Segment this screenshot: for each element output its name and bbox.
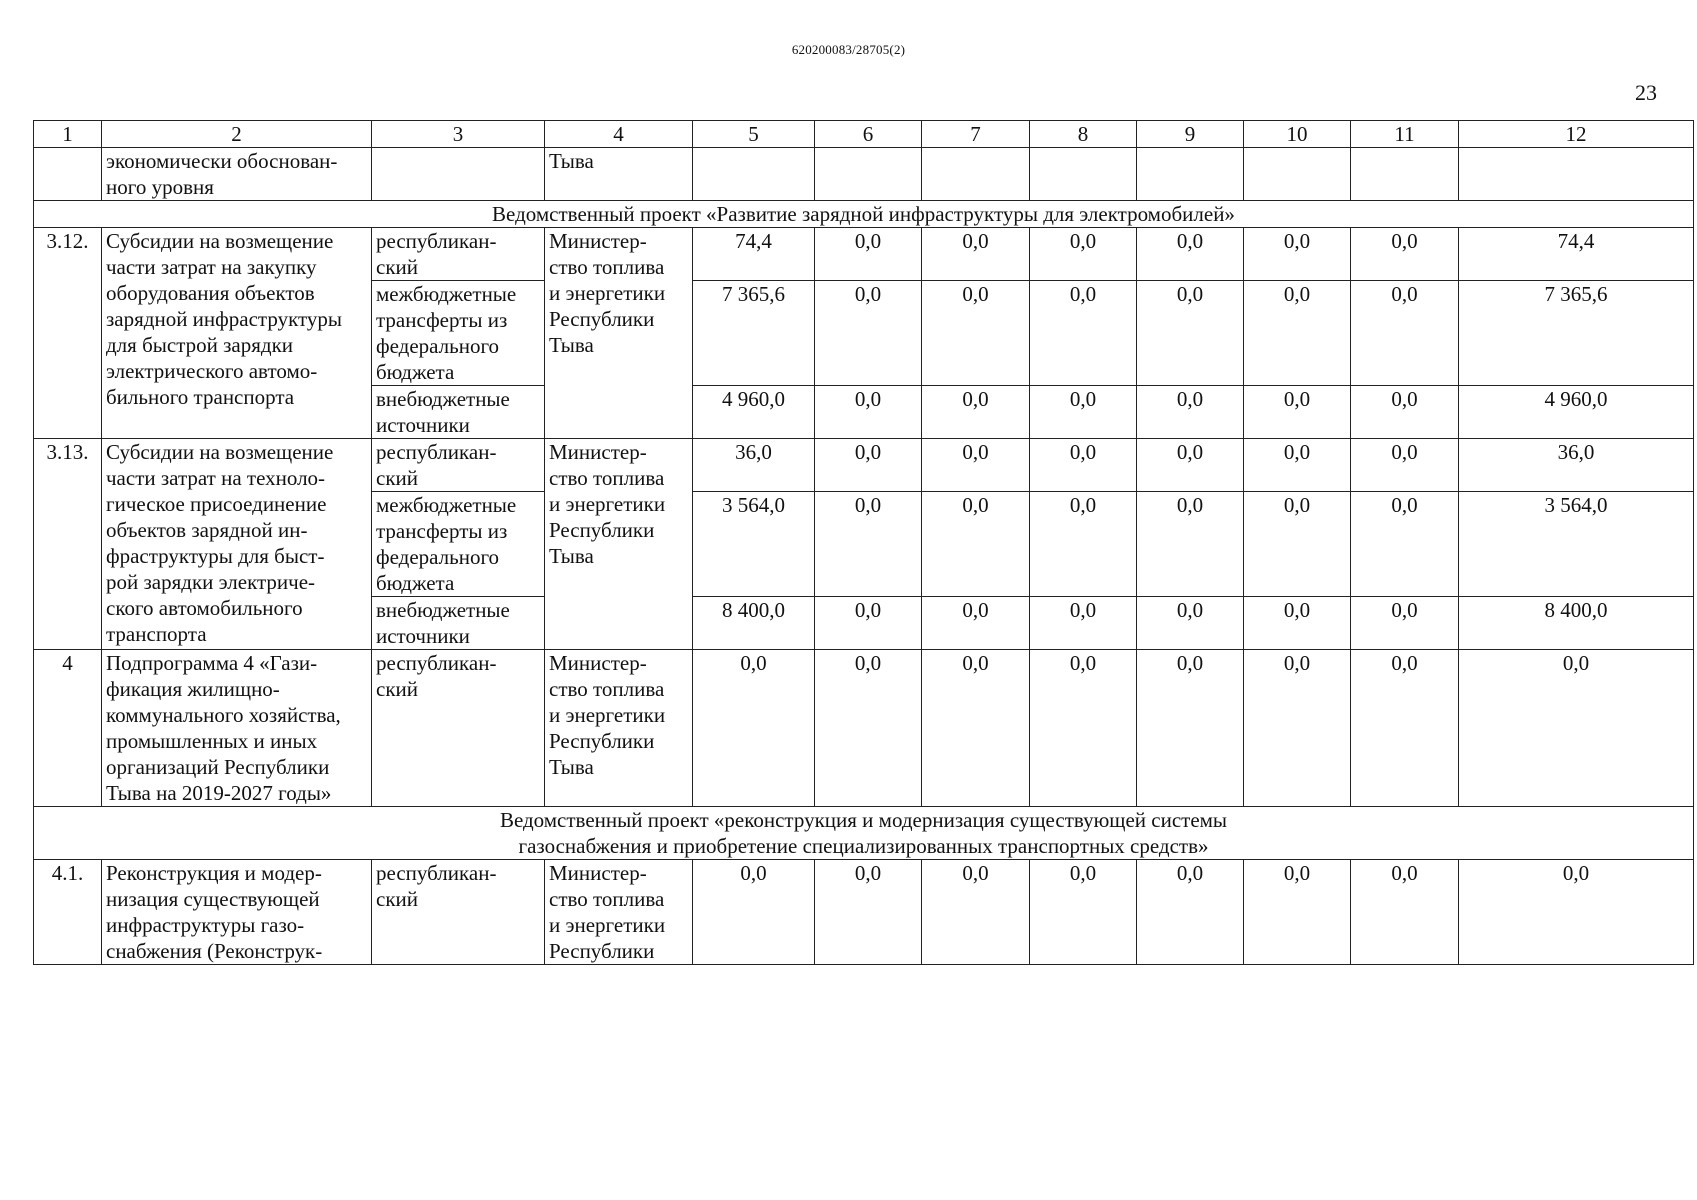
amount-cell: 0,0 — [1137, 860, 1244, 965]
item-name-line: зарядной инфраструктуры — [106, 307, 343, 331]
amount-cell: 0,0 — [1244, 228, 1351, 281]
funding-source-line: республикан- — [376, 229, 497, 253]
executor-line: ство топлива — [549, 255, 665, 279]
amount-cell: 0,0 — [1137, 386, 1244, 439]
funding-source-line: трансферты из — [376, 519, 508, 543]
executor — [545, 650, 693, 807]
amount-cell: 0,0 — [922, 650, 1030, 807]
amount-cell: 0,0 — [815, 492, 922, 597]
item-name-line: бильного транспорта — [106, 385, 295, 409]
funding-source-line: трансферты из — [376, 308, 508, 332]
amount-cell: 74,4 — [1459, 228, 1694, 281]
funding-source — [372, 492, 545, 597]
amount-cell: 0,0 — [1244, 281, 1351, 386]
continuation-row — [34, 148, 1694, 201]
executor-line: и энергетики — [549, 492, 666, 516]
executor — [545, 860, 693, 965]
amount-cell: 4 960,0 — [1459, 386, 1694, 439]
column-number-6: 6 — [815, 121, 922, 148]
amount-cell: 36,0 — [693, 439, 815, 492]
document-id: 620200083/28705(2) — [791, 42, 906, 57]
budget-table — [33, 120, 1694, 965]
funding-source-line: республикан- — [376, 651, 497, 675]
funding-source — [372, 860, 545, 965]
amount-cell: 0,0 — [815, 439, 922, 492]
column-number-7: 7 — [922, 121, 1030, 148]
value-cell — [1030, 148, 1137, 201]
item-name-line: части затрат на закупку — [106, 255, 317, 279]
funding-source-line: межбюджетные — [376, 493, 517, 517]
item-name-line: Подпрограмма 4 «Гази- — [106, 651, 318, 675]
amount-cell: 0,0 — [693, 860, 815, 965]
amount-cell: 74,4 — [693, 228, 815, 281]
section-heading-line: Ведомственный проект «реконструкция и модернизация существующей системы — [499, 808, 1228, 832]
amount-cell: 0,0 — [815, 386, 922, 439]
funding-source-line: республикан- — [376, 440, 497, 464]
item-name-line: Реконструкция и модер- — [106, 861, 322, 885]
item-name — [102, 860, 372, 965]
item-name-line: части затрат на техноло- — [106, 466, 326, 490]
event-name-cell-line: экономически обоснован- — [106, 149, 338, 173]
page-number: 23 — [1635, 80, 1657, 105]
executor-line: и энергетики — [549, 913, 666, 937]
executor — [545, 228, 693, 439]
funding-source — [372, 650, 545, 807]
amount-cell: 7 365,6 — [693, 281, 815, 386]
amount-cell: 0,0 — [1030, 650, 1137, 807]
value-cell — [1137, 148, 1244, 201]
funding-source-line: республикан- — [376, 861, 497, 885]
item-name-line: ского автомобильного — [106, 596, 303, 620]
amount-cell: 0,0 — [693, 650, 815, 807]
item-4-1-row — [34, 860, 1694, 965]
amount-cell: 0,0 — [922, 597, 1030, 650]
column-number-8: 8 — [1030, 121, 1137, 148]
item-name-line: транспорта — [106, 622, 207, 646]
column-number-10: 10 — [1244, 121, 1351, 148]
amount-cell: 0,0 — [1030, 597, 1137, 650]
amount-cell: 4 960,0 — [693, 386, 815, 439]
funding-source-line: бюджета — [376, 571, 455, 595]
amount-cell: 0,0 — [1137, 650, 1244, 807]
item-4-row — [34, 650, 1694, 807]
value-cell — [922, 148, 1030, 201]
item-name-line: гическое присоединение — [106, 492, 327, 516]
value-cell — [1459, 148, 1694, 201]
amount-cell: 0,0 — [1030, 228, 1137, 281]
item-name-line: низация существующей — [106, 887, 320, 911]
funding-source-line: межбюджетные — [376, 282, 517, 306]
item-name — [102, 439, 372, 650]
amount-cell: 0,0 — [815, 281, 922, 386]
item-number: 3.13. — [34, 439, 102, 650]
item-name-line: Субсидии на возмещение — [106, 440, 334, 464]
amount-cell: 0,0 — [922, 439, 1030, 492]
funding-source-line: источники — [376, 624, 470, 648]
executor-line: Республики — [549, 307, 655, 331]
amount-cell: 0,0 — [1137, 492, 1244, 597]
amount-cell: 0,0 — [922, 228, 1030, 281]
funding-source — [372, 281, 545, 386]
amount-cell: 0,0 — [1137, 439, 1244, 492]
item-name-line: фраструктуры для быст- — [106, 544, 325, 568]
source-cell — [372, 148, 545, 201]
executor-line: Министер- — [549, 861, 647, 885]
item-name-line: снабжения (Реконструк- — [106, 939, 323, 963]
item-3-13-row — [34, 439, 1694, 492]
funding-source — [372, 386, 545, 439]
column-number-9: 9 — [1137, 121, 1244, 148]
amount-cell: 8 400,0 — [1459, 597, 1694, 650]
amount-cell: 0,0 — [1137, 228, 1244, 281]
item-name-line: рой зарядки электриче- — [106, 570, 316, 594]
executor-line: Министер- — [549, 229, 647, 253]
executor-line: Тыва — [549, 333, 594, 357]
amount-cell: 0,0 — [1351, 439, 1459, 492]
amount-cell: 0,0 — [1459, 650, 1694, 807]
amount-cell: 3 564,0 — [1459, 492, 1694, 597]
executor-line: и энергетики — [549, 281, 666, 305]
amount-cell: 0,0 — [922, 492, 1030, 597]
section-heading: Ведомственный проект «Развитие зарядной инфраструктуры для электромобилей» — [34, 201, 1694, 228]
executor-line: и энергетики — [549, 703, 666, 727]
event-name-cell — [102, 148, 372, 201]
item-number: 4.1. — [34, 860, 102, 965]
value-cell — [815, 148, 922, 201]
funding-source-line: ский — [376, 887, 418, 911]
executor-line: Тыва — [549, 544, 594, 568]
section-heading-row — [34, 201, 1694, 228]
executor-line: Республики — [549, 518, 655, 542]
value-cell — [693, 148, 815, 201]
funding-source-line: ский — [376, 677, 418, 701]
item-name-line: Тыва на 2019-2027 годы» — [106, 781, 332, 805]
amount-cell: 0,0 — [815, 860, 922, 965]
amount-cell: 0,0 — [1244, 597, 1351, 650]
item-name — [102, 228, 372, 439]
amount-cell: 0,0 — [1351, 281, 1459, 386]
amount-cell: 0,0 — [1351, 597, 1459, 650]
event-name-cell-line: ного уровня — [106, 175, 214, 199]
amount-cell: 0,0 — [815, 597, 922, 650]
value-cell — [1244, 148, 1351, 201]
executor-line: Тыва — [549, 755, 594, 779]
item-name-line: для быстрой зарядки — [106, 333, 294, 357]
amount-cell: 0,0 — [922, 386, 1030, 439]
amount-cell: 0,0 — [922, 860, 1030, 965]
executor-line: ство топлива — [549, 466, 665, 490]
executor-cell — [545, 148, 693, 201]
executor-line: Министер- — [549, 651, 647, 675]
column-number-3: 3 — [372, 121, 545, 148]
amount-cell: 0,0 — [1244, 860, 1351, 965]
column-number-5: 5 — [693, 121, 815, 148]
section-heading-line: газоснабжения и приобретение специализированных транспортных средств» — [518, 834, 1209, 858]
executor-line: Министер- — [549, 440, 647, 464]
amount-cell: 0,0 — [1244, 650, 1351, 807]
item-name-line: инфраструктуры газо- — [106, 913, 305, 937]
funding-source — [372, 228, 545, 281]
item-name-line: объектов зарядной ин- — [106, 518, 308, 542]
executor-cell-line: Тыва — [549, 149, 594, 173]
amount-cell: 0,0 — [1244, 492, 1351, 597]
item-name-line: Субсидии на возмещение — [106, 229, 334, 253]
amount-cell: 8 400,0 — [693, 597, 815, 650]
funding-source-line: внебюджетные — [376, 598, 510, 622]
amount-cell: 0,0 — [1244, 439, 1351, 492]
column-number-row — [34, 121, 1694, 148]
funding-source — [372, 597, 545, 650]
item-name-line: промышленных и иных — [106, 729, 318, 753]
section-heading-row — [34, 807, 1694, 860]
item-name-line: коммунального хозяйства, — [106, 703, 341, 727]
amount-cell: 0,0 — [1137, 597, 1244, 650]
amount-cell: 0,0 — [815, 228, 922, 281]
executor-line: Республики — [549, 939, 655, 963]
amount-cell: 0,0 — [1244, 386, 1351, 439]
amount-cell: 0,0 — [922, 281, 1030, 386]
column-number-12: 12 — [1459, 121, 1694, 148]
item-name-line: фикация жилищно- — [106, 677, 280, 701]
funding-source-line: ский — [376, 255, 418, 279]
amount-cell: 7 365,6 — [1459, 281, 1694, 386]
funding-source-line: федерального — [376, 545, 500, 569]
amount-cell: 0,0 — [1351, 860, 1459, 965]
funding-source-line: федерального — [376, 334, 500, 358]
executor — [545, 439, 693, 650]
item-name-line: оборудования объектов — [106, 281, 315, 305]
section-heading — [34, 807, 1694, 860]
amount-cell: 36,0 — [1459, 439, 1694, 492]
amount-cell: 0,0 — [1351, 228, 1459, 281]
amount-cell: 0,0 — [1030, 492, 1137, 597]
amount-cell: 0,0 — [1030, 386, 1137, 439]
executor-line: ство топлива — [549, 887, 665, 911]
item-name — [102, 650, 372, 807]
column-number-1: 1 — [34, 121, 102, 148]
amount-cell: 0,0 — [1030, 439, 1137, 492]
value-cell — [1351, 148, 1459, 201]
row-number-cell — [34, 148, 102, 201]
amount-cell: 0,0 — [1137, 281, 1244, 386]
item-name-line: электрического автомо- — [106, 359, 318, 383]
executor-line: Республики — [549, 729, 655, 753]
funding-source — [372, 439, 545, 492]
funding-source-line: ский — [376, 466, 418, 490]
column-number-2: 2 — [102, 121, 372, 148]
amount-cell: 3 564,0 — [693, 492, 815, 597]
executor-line: ство топлива — [549, 677, 665, 701]
amount-cell: 0,0 — [1351, 492, 1459, 597]
amount-cell: 0,0 — [1030, 281, 1137, 386]
item-number: 4 — [34, 650, 102, 807]
column-number-11: 11 — [1351, 121, 1459, 148]
funding-source-line: источники — [376, 413, 470, 437]
amount-cell: 0,0 — [1351, 386, 1459, 439]
amount-cell: 0,0 — [1030, 860, 1137, 965]
amount-cell: 0,0 — [1459, 860, 1694, 965]
item-3-12-row — [34, 228, 1694, 281]
item-name-line: организаций Республики — [106, 755, 330, 779]
amount-cell: 0,0 — [1351, 650, 1459, 807]
item-number: 3.12. — [34, 228, 102, 439]
amount-cell: 0,0 — [815, 650, 922, 807]
funding-source-line: внебюджетные — [376, 387, 510, 411]
column-number-4: 4 — [545, 121, 693, 148]
funding-source-line: бюджета — [376, 360, 455, 384]
